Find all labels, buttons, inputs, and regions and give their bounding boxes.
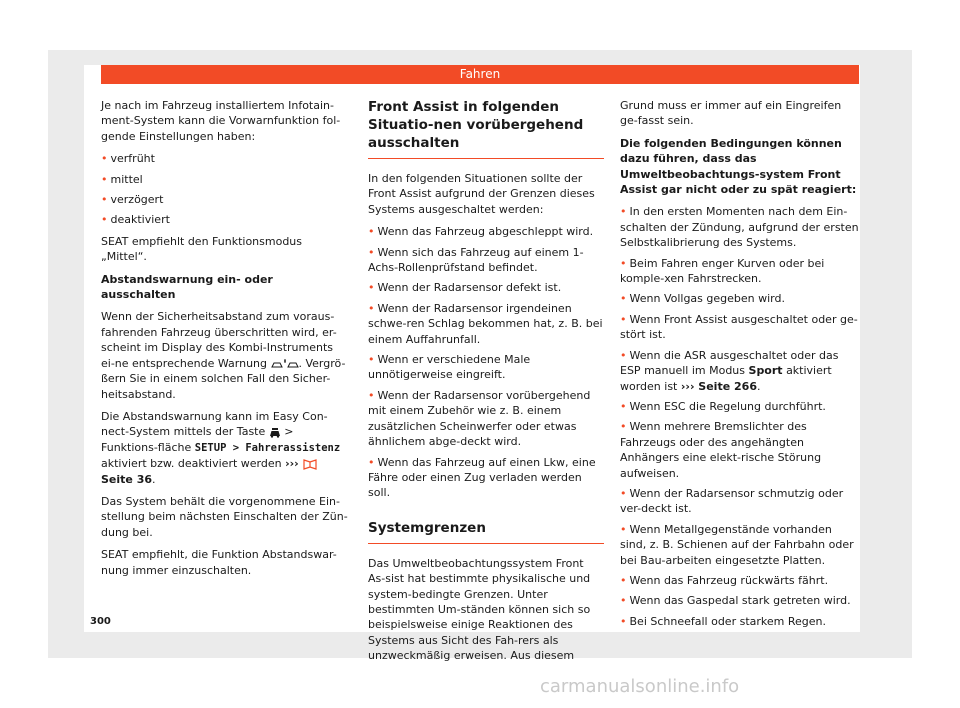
list-item: • Wenn das Fahrzeug rückwärts fährt. [620, 573, 829, 587]
list-item: • In den ersten Momenten nach dem Ein-schalten der Zündung, aufgrund der ersten Selbstkalibrierung des Systems. [620, 205, 859, 250]
reference-arrows: ››› [285, 457, 299, 471]
car-distance-warning-icon [271, 358, 299, 369]
bullet-icon: • [620, 486, 627, 500]
list-item: • Wenn sich das Fahrzeug auf einem 1-Achs-Rollenprüfstand befindet. [368, 245, 584, 275]
bullet-icon: • [368, 301, 375, 315]
list-item: • Wenn der Radarsensor vorübergehend mit einem Zubehör wie z. B. einem zusätzlichen Scheinwerfer oder etwas ähnlichem abge-deckt wird. [368, 388, 591, 449]
list-item: • Wenn der Radarsensor irgendeinen schwe-ren Schlag bekommen hat, z. B. bei einem Auffahrunfall. [368, 301, 603, 346]
bullet-icon: • [368, 245, 375, 259]
bullet-icon: • [620, 312, 627, 326]
bullet-icon: • [368, 353, 375, 367]
list-item: • Beim Fahren enger Kurven oder bei komple-xen Fahrstrecken. [620, 256, 825, 286]
list-item: • Wenn Vollgas gegeben wird. [620, 292, 785, 306]
list-item: • deaktiviert [101, 213, 170, 227]
list-item: • Wenn die ASR ausgeschaltet oder das ESP manuell im Modus Sport aktiviert worden ist ››› Seite 266. [620, 348, 839, 393]
bullet-icon: • [368, 388, 375, 402]
list-item: • Wenn der Radarsensor defekt ist. [368, 281, 562, 295]
conditions-heading: Die folgenden Bedingungen können dazu führen, dass das Umweltbeobachtungs-system Front Assist gar nicht oder zu spät reagiert: [620, 136, 857, 197]
list-item: • verzögert [101, 193, 164, 207]
bullet-icon: • [620, 420, 627, 434]
page-reference-link[interactable]: Seite 36 [101, 472, 153, 486]
page-number: 300 [90, 616, 111, 627]
bullet-icon: • [101, 193, 108, 207]
advice-paragraph: SEAT empfiehlt, die Funktion Abstandswar-nung immer einzuschalten. [101, 548, 337, 577]
list-item: • Wenn ESC die Regelung durchführt. [620, 399, 826, 413]
bullet-icon: • [620, 205, 627, 219]
continued-paragraph: Grund muss er immer auf ein Eingreifen ge-fasst sein. [620, 99, 842, 128]
bullet-icon: • [620, 573, 627, 587]
bullet-icon: • [620, 292, 627, 306]
option-list [101, 151, 349, 228]
column-middle [368, 98, 604, 671]
bullet-icon: • [101, 172, 108, 186]
column-right [620, 98, 860, 635]
intro-text: In den folgenden Situationen sollte der Front Assist aufgrund der Grenzen dieses Systems ausgeschaltet werden: [368, 172, 595, 216]
bullet-icon: • [368, 281, 375, 295]
bullet-icon: • [620, 614, 627, 628]
bullet-icon: • [620, 256, 627, 270]
persist-paragraph: Das System behält die vorgenommene Ein-stellung beim nächsten Einschalten der Zün-dung bei. [101, 494, 348, 539]
subheading: Abstandswarnung ein- oder ausschalten [101, 272, 273, 302]
list-item: • Wenn das Gaspedal stark getreten wird. [620, 594, 851, 608]
section-title-system-limits: Systemgrenzen [368, 519, 604, 544]
bullet-icon: • [620, 348, 627, 362]
bullet-icon: • [368, 455, 375, 469]
bullet-icon: • [368, 225, 375, 239]
list-item: • verfrüht [101, 152, 155, 166]
bullet-icon: • [620, 522, 627, 536]
section-header: Fahren [101, 65, 859, 84]
menu-path: SETUP > Fahrerassistenz [194, 441, 341, 454]
list-item: • Wenn das Fahrzeug auf einen Lkw, eine Fähre oder einen Zug verladen werden soll. [368, 455, 596, 500]
column-left [101, 98, 349, 585]
bullet-icon: • [620, 594, 627, 608]
list-item: • Wenn Metallgegenstände vorhanden sind, z. B. Schienen auf der Fahrbahn oder bei Bau-arbeiten eingesetzte Platten. [620, 522, 854, 567]
list-item: • Bei Schneefall oder starkem Regen. [620, 614, 826, 628]
recommendation-text: SEAT empfiehlt den Funktionsmodus „Mittel“. [101, 234, 303, 264]
intro-text: Je nach im Fahrzeug installiertem Infotain-ment-System kann die Vorwarnfunktion fol-gende Einstellungen haben: [101, 99, 341, 143]
list-item: • Wenn mehrere Bremslichter des Fahrzeugs oder des angehängten Anhängers eine elekt-rische Störung aufweisen. [620, 420, 822, 480]
list-item: • Wenn der Radarsensor schmutzig oder ver-deckt ist. [620, 486, 844, 516]
car-settings-icon [269, 427, 281, 438]
easy-connect-paragraph: Die Abstandswarnung kann im Easy Con-nect-System mittels der Taste > Funktions-fläche SETUP > Fahrerassistenz aktiviert bzw. deaktiviert werden ››› Seite 36. [101, 409, 341, 486]
section-title-front-assist: Front Assist in folgenden Situatio-nen vorübergehend ausschalten [368, 98, 604, 159]
warning-paragraph: Wenn der Sicherheitsabstand zum voraus-fahrenden Fahrzeug überschritten wird, er-scheint im Display des Kombi-Instruments ei-ne entsprechende Warnung . Vergrö-ßern Sie in einem solchen Fall den Sicher-heitsabstand. [101, 310, 346, 401]
bullet-icon: • [101, 152, 108, 166]
book-reference-icon [302, 458, 318, 470]
situation-list [368, 224, 604, 501]
list-item: • Wenn das Fahrzeug abgeschleppt wird. [368, 225, 594, 239]
page-reference-link[interactable]: ››› Seite 266 [680, 379, 757, 393]
watermark: carmanualsonline.info [540, 676, 740, 697]
sport-mode-label: Sport [748, 364, 783, 378]
limits-paragraph: Das Umweltbeobachtungssystem Front As-sist hat bestimmte physikalische und system-bedingte Grenzen. Unter bestimmten Um-ständen können sich so beispielsweise einige Reaktionen des Systems aus Sicht des Fah-rers als unzweckmäßig erweisen. Aus diesem [368, 556, 591, 663]
list-item: • mittel [101, 172, 143, 186]
bullet-icon: • [101, 213, 108, 227]
conditions-list [620, 204, 860, 629]
bullet-icon: • [620, 399, 627, 413]
list-item: • Wenn Front Assist ausgeschaltet oder ge-stört ist. [620, 312, 858, 342]
list-item: • Wenn er verschiedene Male unnötigerweise eingreift. [368, 353, 531, 382]
